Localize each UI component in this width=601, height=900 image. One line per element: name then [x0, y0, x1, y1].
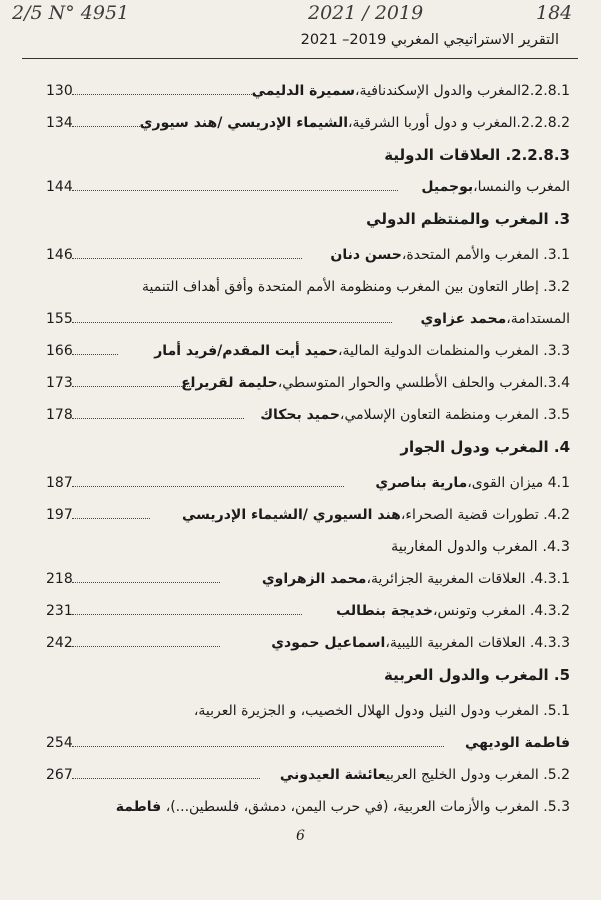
leader-dots	[72, 582, 220, 583]
page-number: 6	[296, 828, 305, 844]
toc-page-number: 178	[46, 407, 73, 423]
leader-dots	[72, 646, 220, 647]
toc-title: 3.3. المغرب والمنظمات الدولية المالية،	[338, 343, 570, 359]
toc-page-number: 254	[46, 735, 73, 751]
toc-entry-text	[181, 372, 570, 394]
toc-page-number: 144	[46, 179, 73, 195]
toc-entry	[40, 400, 570, 432]
toc-page-number: 166	[46, 343, 73, 359]
toc-section-heading	[40, 140, 570, 172]
toc-chapter-heading	[40, 660, 570, 696]
toc-entry-text	[260, 404, 570, 426]
toc-heading: 3. المغرب والمنتظم الدولي	[366, 210, 570, 228]
toc-title: 3.4.المغرب والحلف الأطلسي والحوار المتوسطي،	[277, 375, 570, 391]
handwritten-note-right: 184	[536, 2, 573, 24]
toc-entry	[40, 760, 570, 792]
leader-dots	[72, 126, 146, 127]
table-of-contents	[40, 76, 570, 824]
toc-subsection-heading	[40, 532, 570, 564]
leader-dots	[72, 486, 344, 487]
toc-entry-text	[465, 732, 570, 754]
toc-author: حميد بحكاك	[260, 407, 340, 423]
toc-entry-text	[391, 536, 570, 558]
toc-title: 4.3.1. العلاقات المغربية الجزائرية،	[366, 571, 570, 587]
toc-title: 3.5. المغرب ومنظمة التعاون الإسلامي،	[339, 407, 570, 423]
toc-entry	[40, 500, 570, 532]
toc-page-number: 218	[46, 571, 73, 587]
toc-entry	[40, 76, 570, 108]
toc-entry-text	[330, 244, 570, 266]
toc-heading: 4.3. المغرب والدول المغاربية	[390, 539, 570, 555]
toc-entry-text	[140, 112, 570, 134]
toc-author: بوجميل	[421, 179, 474, 195]
leader-dots	[72, 354, 118, 355]
toc-entry	[40, 728, 570, 760]
toc-title: 5.1. المغرب ودول النيل ودول الهلال الخصيب، و الجزيرة العربية،	[193, 703, 570, 719]
toc-entry-text	[182, 504, 570, 526]
toc-page-number: 134	[46, 115, 73, 131]
toc-entry	[40, 468, 570, 500]
toc-author: هند السيوري /الشيماء الإدريسي	[181, 507, 401, 523]
toc-author: محمد عزاوي	[420, 311, 507, 327]
toc-entry-text	[142, 276, 570, 298]
toc-entry-text	[384, 144, 570, 166]
toc-entry	[40, 368, 570, 400]
toc-title: المغرب والنمسا،	[473, 179, 570, 195]
toc-title: 3.1. المغرب والأمم المتحدة،	[401, 247, 570, 263]
header-rule	[22, 58, 578, 59]
leader-dots	[72, 778, 260, 779]
toc-page-number: 155	[46, 311, 73, 327]
toc-title: 4.2. تطورات قضية الصحراء،	[400, 507, 570, 523]
toc-heading: 2.2.8.3. العلاقات الدولية	[384, 146, 570, 164]
toc-chapter-heading	[40, 204, 570, 240]
toc-entry	[40, 628, 570, 660]
toc-page-number: 267	[46, 767, 73, 783]
toc-entry-text	[280, 764, 570, 786]
leader-dots	[72, 518, 150, 519]
toc-entry-continued	[40, 696, 570, 728]
toc-page-number: 187	[46, 475, 73, 491]
toc-author: حليمة لقريراع	[181, 375, 278, 391]
toc-entry	[40, 240, 570, 272]
toc-author: اسماعيل حمودي	[271, 635, 386, 651]
toc-author: فاطمة الوديهي	[464, 735, 570, 751]
toc-entry-text	[194, 700, 570, 722]
toc-author: الشيماء الإدريسي /هند سيوري	[139, 115, 349, 131]
leader-dots	[72, 614, 302, 615]
leader-dots	[72, 94, 256, 95]
toc-entry-text	[384, 664, 570, 686]
toc-page-number: 173	[46, 375, 73, 391]
toc-entry-text	[421, 308, 570, 330]
toc-page-number: 197	[46, 507, 73, 523]
toc-entry-text	[116, 796, 570, 818]
handwritten-annotations	[0, 0, 601, 30]
toc-title: 2.2.8.1المغرب والدول الإسكندنافية،	[354, 83, 570, 99]
toc-entry	[40, 108, 570, 140]
leader-dots	[72, 322, 392, 323]
toc-entry-text	[375, 472, 570, 494]
toc-entry-text	[262, 568, 570, 590]
toc-entry-text	[154, 340, 570, 362]
toc-heading: 4. المغرب ودول الجوار	[400, 438, 570, 456]
toc-entry	[40, 336, 570, 368]
toc-author: فاطمة	[115, 799, 162, 815]
leader-dots	[72, 190, 398, 191]
toc-author: عائشة العيدوني	[279, 767, 386, 783]
toc-author: محمد الزهراوي	[261, 571, 367, 587]
leader-dots	[72, 258, 302, 259]
leader-dots	[72, 418, 244, 419]
toc-page-number: 231	[46, 603, 73, 619]
toc-author: مارية بناصري	[375, 475, 468, 491]
toc-title: المستدامة،	[506, 311, 570, 327]
toc-title: 4.1 ميزان القوى،	[467, 475, 570, 491]
toc-entry-continued	[40, 272, 570, 304]
toc-author: حميد أيت المقدم/فريد أمار	[154, 343, 339, 359]
toc-entry	[40, 596, 570, 628]
toc-entry-text	[421, 176, 570, 198]
toc-entry	[40, 304, 570, 336]
toc-title: 2.2.8.2.المغرب و دول أوربا الشرقية،	[348, 115, 570, 131]
handwritten-note-center: 2021 / 2019	[308, 2, 424, 24]
toc-page-number: 130	[46, 83, 73, 99]
toc-title: 4.3.2. المغرب وتونس،	[432, 603, 570, 619]
toc-entry-continued	[40, 792, 570, 824]
toc-title: 4.3.3. العلاقات المغربية الليبية،	[385, 635, 570, 651]
toc-entry	[40, 564, 570, 596]
running-header: التقرير الاستراتيجي المغربي 2019– 2021	[300, 32, 559, 48]
leader-dots	[72, 386, 192, 387]
toc-author: سميرة الدليمي	[251, 83, 355, 99]
toc-entry-text	[271, 632, 570, 654]
toc-chapter-heading	[40, 432, 570, 468]
toc-title: 5.3. المغرب والأزمات العربية، (في حرب اليمن، دمشق، فلسطين...)،	[165, 799, 570, 815]
toc-author: حسن دنان	[330, 247, 402, 263]
toc-entry-text	[336, 600, 570, 622]
toc-entry-text	[252, 80, 570, 102]
toc-title: 5.2. المغرب ودول الخليج العربي	[385, 767, 570, 783]
toc-heading: 5. المغرب والدول العربية	[383, 666, 570, 684]
handwritten-note-left: 2/5 N° 4951	[12, 2, 130, 24]
toc-entry	[40, 172, 570, 204]
toc-title: 3.2. إطار التعاون بين المغرب ومنظومة الأمم المتحدة وأفق أهداف التنمية	[142, 279, 570, 295]
leader-dots	[72, 746, 444, 747]
toc-author: خديجة بنطالب	[336, 603, 433, 619]
toc-page-number: 146	[46, 247, 73, 263]
toc-entry-text	[366, 208, 570, 230]
toc-page-number: 242	[46, 635, 73, 651]
toc-entry-text	[400, 436, 570, 458]
